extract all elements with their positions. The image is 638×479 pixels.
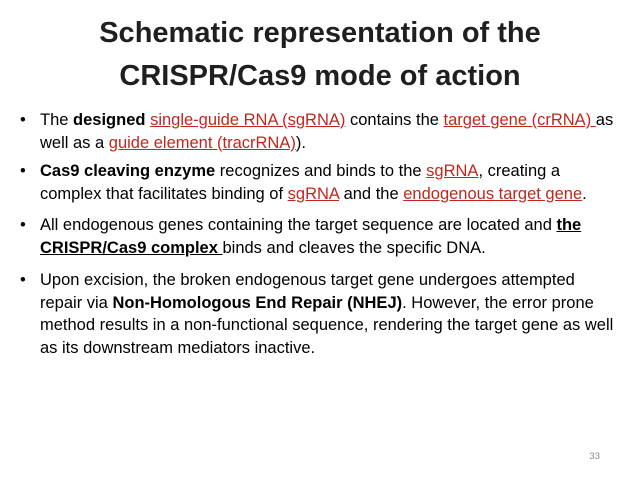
text-segment: , creating a complex that facilitates binding of bbox=[40, 162, 561, 203]
text-segment: Upon excision, the broken endogenous target gene undergoes attempted repair via bbox=[40, 271, 575, 312]
text-segment: binds and cleaves the specific DNA. bbox=[222, 238, 486, 257]
bullet-text bbox=[40, 269, 620, 359]
bullet-list bbox=[20, 109, 620, 359]
target-gene-highlight: target gene (crRNA) bbox=[443, 111, 596, 129]
text-segment: All endogenous genes containing the target sequence are located and bbox=[40, 216, 557, 234]
text-segment: contains the bbox=[345, 111, 444, 129]
slide-title-line-2: CRISPR/Cas9 mode of action bbox=[119, 60, 521, 92]
crispr-complex-term: the CRISPR/Cas9 complex bbox=[40, 216, 582, 257]
text-segment: and the bbox=[339, 184, 404, 203]
bullet-item bbox=[20, 109, 620, 154]
sgrna-highlight: sgRNA bbox=[287, 184, 339, 203]
sgrna-highlight: single-guide RNA (sgRNA) bbox=[150, 111, 346, 129]
bullet-text bbox=[40, 160, 620, 205]
bullet-marker: • bbox=[20, 271, 26, 289]
slide-title-line-1: Schematic representation of the bbox=[99, 17, 541, 49]
text-segment: as well as a bbox=[40, 111, 614, 152]
designed-term: designed bbox=[73, 111, 146, 129]
text-segment: . bbox=[582, 184, 587, 203]
bullet-text bbox=[40, 109, 620, 154]
text-segment: . However, the error prone method results in a non-functional sequence, rendering the target gene as well as its downstream mediators inactive. bbox=[40, 293, 614, 357]
guide-element-highlight: guide element (tracrRNA) bbox=[108, 133, 296, 152]
endogenous-target-highlight: endogenous target gene bbox=[403, 184, 583, 203]
bullet-marker: • bbox=[20, 111, 26, 129]
bullet-text bbox=[40, 214, 620, 259]
page-number: 33 bbox=[589, 451, 600, 462]
bullet-marker: • bbox=[20, 216, 26, 234]
bullet-item bbox=[20, 160, 620, 205]
cas9-enzyme-term: Cas9 cleaving enzyme bbox=[40, 162, 216, 180]
text-segment: The bbox=[40, 111, 74, 129]
bullet-marker: • bbox=[20, 162, 26, 180]
bullet-item bbox=[20, 214, 620, 259]
text-segment: ). bbox=[295, 133, 306, 152]
slide-title bbox=[40, 12, 600, 98]
sgrna-highlight: sgRNA bbox=[426, 162, 479, 180]
text-segment: recognizes and binds to the bbox=[215, 162, 427, 180]
bullet-item bbox=[20, 269, 620, 359]
nhej-term: Non-Homologous End Repair (NHEJ) bbox=[112, 293, 403, 312]
